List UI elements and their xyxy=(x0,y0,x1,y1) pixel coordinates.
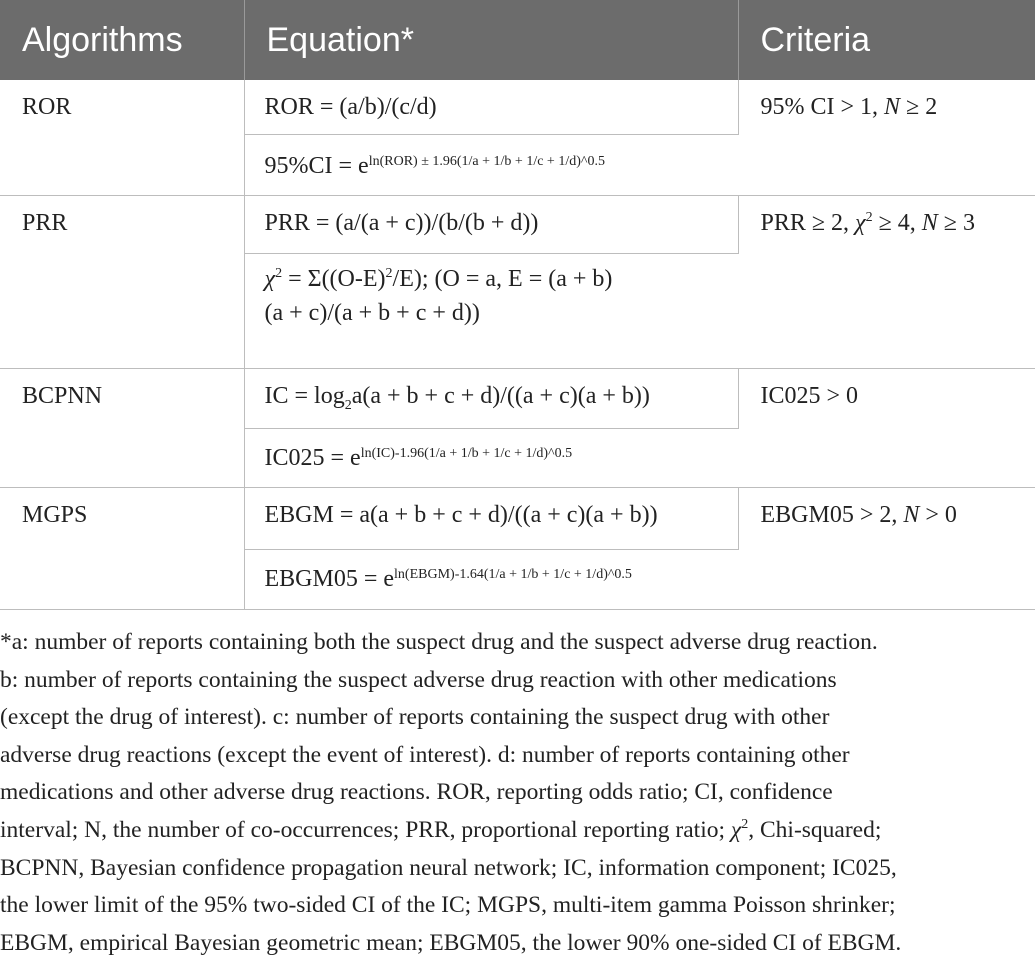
header-algorithms: Algorithms xyxy=(0,0,244,80)
footnote-line: BCPNN, Bayesian confidence propagation neural network; IC, information component; IC025, xyxy=(0,854,897,881)
table-row xyxy=(0,80,1035,134)
equation-exponent: ln(IC)-1.96(1/a + 1/b + 1/c + 1/d)^0.5 xyxy=(360,445,573,461)
header-criteria: Criteria xyxy=(738,0,1035,80)
footnote-line: medications and other adverse drug reactions. ROR, reporting odds ratio; CI, confidence xyxy=(0,779,833,806)
footnote-line: adverse drug reactions (except the event of interest). d: number of reports containing other xyxy=(0,741,850,768)
footnote-line: EBGM, empirical Bayesian geometric mean; EBGM05, the lower 90% one-sided CI of EBGM. xyxy=(0,929,902,956)
table-row xyxy=(0,487,1035,549)
footnote-line: *a: number of reports containing both the suspect drug and the suspect adverse drug reaction. xyxy=(0,629,878,655)
table-header-row xyxy=(0,0,1035,80)
equation-chi-squared: $\chi^2 = \Sigma((O-E)^2/E)$; (O = a, E = (a + b) (a + c)/(a + b + c + d)) xyxy=(244,253,738,368)
algorithm-cell-prr: PRR xyxy=(0,195,244,368)
criteria-mgps: EBGM05 > 2, N > 0 xyxy=(738,487,1035,609)
table-row xyxy=(0,195,1035,253)
equation-ic: IC = $\log_2a(a + b + c + d)/((a + c)(a + b))$ xyxy=(244,368,738,428)
footnote-line: (except the drug of interest). c: number of reports containing the suspect drug with other xyxy=(0,704,830,731)
header-equation: Equation* xyxy=(244,0,738,80)
footnote-line: the lower limit of the 95% two-sided CI of the IC; MGPS, multi-item gamma Poisson shrinker; xyxy=(0,892,896,919)
equation-ic025 xyxy=(244,428,738,487)
footnote-line: b: number of reports containing the suspect adverse drug reaction with other medications xyxy=(0,666,837,693)
algorithm-cell-ror: ROR xyxy=(0,80,244,195)
equation-ror: ROR = (a/b)/(c/d) xyxy=(244,80,738,134)
equation-base: 95%CI = e xyxy=(264,152,369,179)
table-row xyxy=(0,368,1035,428)
table-footnote xyxy=(0,624,1035,962)
equation-ror-ci xyxy=(244,134,738,195)
equation-exponent: ln(ROR) ± 1.96(1/a + 1/b + 1/c + 1/d)^0.5 xyxy=(368,153,605,169)
criteria-bcpnn: IC025 > 0 xyxy=(738,368,1035,487)
criteria-prr: PRR ≥ 2, $\chi^2 \ge 4$, N ≥ 3 xyxy=(738,195,1035,368)
equation-prr: PRR = (a/(a + c))/(b/(b + d)) xyxy=(244,195,738,253)
equation-exponent: ln(EBGM)-1.64(1/a + 1/b + 1/c + 1/d)^0.5 xyxy=(394,566,632,582)
equation-ebgm05 xyxy=(244,549,738,609)
equation-ebgm: EBGM = a(a + b + c + d)/((a + c)(a + b)) xyxy=(244,487,738,549)
algorithm-cell-mgps: MGPS xyxy=(0,487,244,609)
footnote-line: interval; N, the number of co-occurrences; PRR, proportional reporting ratio; $\chi^2$, Chi-squared; xyxy=(0,816,882,843)
equation-base: IC025 = e xyxy=(264,444,361,471)
algorithm-cell-bcpnn: BCPNN xyxy=(0,368,244,487)
criteria-ror: 95% CI > 1, N ≥ 2 xyxy=(738,80,1035,195)
equation-base: EBGM05 = e xyxy=(264,565,395,592)
